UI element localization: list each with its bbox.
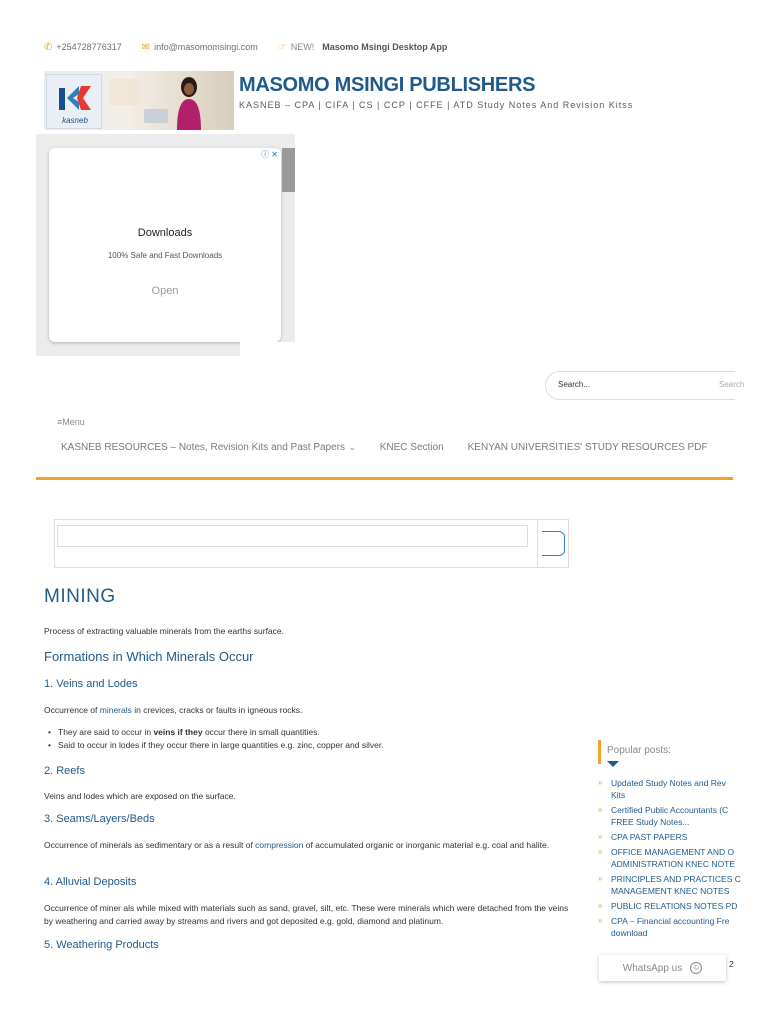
popular-post-peek[interactable]: 2 <box>729 959 734 969</box>
text-span: in crevices, cracks or faults in igneous rocks. <box>131 705 303 715</box>
laptop-illustration <box>144 109 168 123</box>
hand-pointer-icon: ☞ <box>277 41 287 53</box>
top-contact-bar <box>44 40 467 54</box>
post-title: download <box>611 928 648 938</box>
search-input[interactable]: Search... <box>558 380 591 389</box>
desktop-app-label: Masomo Msingi Desktop App <box>322 42 448 52</box>
heading-weathering-products: 5. Weathering Products <box>44 939 159 951</box>
popular-post-link[interactable] <box>598 873 763 885</box>
nav-item-kenyan-universities[interactable]: KENYAN UNIVERSITIES' STUDY RESOURCES PDF <box>467 442 708 453</box>
popular-post-link[interactable] <box>598 915 763 927</box>
double-chevron-icon: » <box>598 847 603 856</box>
paragraph-veins <box>44 704 579 717</box>
ad-scroll-strip <box>282 148 295 192</box>
site-logo[interactable] <box>44 71 234 130</box>
whatsapp-icon: © <box>690 962 702 974</box>
heading-veins-and-lodes: 1. Veins and Lodes <box>44 678 138 690</box>
heading-seams: 3. Seams/Layers/Beds <box>44 813 155 825</box>
widget-accent-bar <box>598 740 601 764</box>
popular-post-link-continued[interactable] <box>598 858 763 870</box>
popular-post-link-continued[interactable] <box>598 789 763 801</box>
ad-title: Downloads <box>137 227 193 239</box>
ad-bottom-gap <box>240 342 295 356</box>
email-link[interactable] <box>142 42 258 53</box>
text-span: of accumulated organic or inorganic material e.g. coal and halite. <box>303 840 550 850</box>
post-title: CPA – Financial accounting Fre <box>611 916 730 926</box>
minerals-link[interactable]: minerals <box>99 705 132 715</box>
popular-post-link-continued[interactable] <box>598 885 763 897</box>
advertisement[interactable] <box>36 134 295 356</box>
article-title: MINING <box>44 586 116 607</box>
paragraph-seams <box>44 839 579 852</box>
logo-background-shelf <box>110 79 140 105</box>
text-span: occur there in small quantities. <box>202 727 320 737</box>
post-title: PRINCIPLES AND PRACTICES C <box>611 874 741 884</box>
phone-number: +254728776317 <box>56 42 122 52</box>
header-search <box>545 371 745 400</box>
kasneb-logo <box>46 74 102 129</box>
double-chevron-icon: » <box>598 916 603 925</box>
ad-choices-icon[interactable]: ⓘ ✕ <box>261 150 278 159</box>
double-chevron-icon: » <box>598 832 603 841</box>
paragraph-reefs: Veins and lodes which are exposed on the surface. <box>44 791 236 801</box>
popular-post-link[interactable] <box>598 804 763 816</box>
list-item-text <box>58 726 320 739</box>
post-title: Kits <box>611 790 626 800</box>
text-span: They are said to occur in <box>58 727 154 737</box>
nav-item-knec-section[interactable]: KNEC Section <box>379 442 444 453</box>
chevron-down-icon: ⌄ <box>349 443 356 452</box>
list-item <box>44 726 384 739</box>
search-button[interactable]: Search <box>719 380 745 389</box>
double-chevron-icon: » <box>598 805 603 814</box>
caret-down-icon <box>607 761 619 767</box>
list-item <box>44 739 384 752</box>
heading-alluvial-deposits: 4. Alluvial Deposits <box>44 876 137 888</box>
post-title: OFFICE MANAGEMENT AND O <box>611 847 735 857</box>
main-navigation <box>61 442 732 453</box>
post-title: MANAGEMENT KNEC NOTES <box>611 886 730 896</box>
student-illustration <box>172 77 206 130</box>
article-intro: Process of extracting valuable minerals from the earths surface. <box>44 626 284 636</box>
embedded-search-input[interactable] <box>57 525 528 547</box>
nav-item-kasneb-resources[interactable] <box>61 442 356 453</box>
post-title: Certified Public Accountants (C <box>611 805 729 815</box>
popular-post-link[interactable] <box>598 777 763 789</box>
phone-icon: ✆ <box>44 41 53 53</box>
text-span: Occurrence of minerals as sedimentary or as a result of <box>44 840 256 850</box>
heading-reefs: 2. Reefs <box>44 765 85 777</box>
post-title: PUBLIC RELATIONS NOTES PD <box>611 901 738 911</box>
desktop-app-link[interactable] <box>278 42 448 53</box>
veins-list <box>44 726 384 752</box>
popular-post-link-continued[interactable] <box>598 927 763 939</box>
whatsapp-button[interactable] <box>599 955 726 981</box>
phone-link[interactable] <box>44 42 122 53</box>
bold-text: veins if they <box>153 727 203 737</box>
embedded-search-box <box>54 519 569 568</box>
popular-post-link-continued[interactable] <box>598 816 763 828</box>
double-chevron-icon: » <box>598 901 603 910</box>
bullet: • <box>48 727 51 737</box>
text-span: Occurrence of <box>44 705 100 715</box>
envelope-icon: ✉ <box>141 41 151 53</box>
list-item-text: Said to occur in lodes if they occur there in large quantities e.g. zinc, copper and silver. <box>58 740 384 750</box>
popular-post-link[interactable] <box>598 900 763 912</box>
kasneb-mark-icon <box>59 84 91 112</box>
post-title: CPA PAST PAPERS <box>611 832 688 842</box>
paragraph-alluvial: Occurrence of miner als while mixed with materials such as sand, gravel, silt, etc. These were minerals which were detached from the veins by weathering and carried away by streams and rivers and got deposited e.g. gold, diamond and platinum. <box>44 903 569 926</box>
kasneb-logo-text: kasneb <box>62 116 88 125</box>
whatsapp-label: WhatsApp us <box>622 962 683 974</box>
popular-posts-title: Popular posts: <box>607 745 671 756</box>
new-label: NEW! <box>290 42 315 52</box>
ad-open-button[interactable]: Open <box>151 285 179 297</box>
double-chevron-icon: » <box>598 874 603 883</box>
nav-divider <box>36 477 733 480</box>
menu-toggle[interactable]: ≡Menu <box>57 417 85 427</box>
post-title: ADMINISTRATION KNEC NOTE <box>611 859 736 869</box>
post-title: FREE Study Notes... <box>611 817 690 827</box>
compression-link[interactable]: compression <box>255 840 304 850</box>
bullet: • <box>48 740 51 750</box>
post-title: Updated Study Notes and Rev <box>611 778 726 788</box>
double-chevron-icon: » <box>598 778 603 787</box>
popular-post-link[interactable] <box>598 831 763 843</box>
popular-post-link[interactable] <box>598 846 763 858</box>
site-description: KASNEB – CPA | CIFA | CS | CCP | CFFE | ATD Study Notes And Revision Kitss <box>239 100 634 110</box>
section-title: Formations in Which Minerals Occur <box>44 649 254 664</box>
embedded-search-button[interactable] <box>542 531 565 556</box>
ad-subtitle: 100% Safe and Fast Downloads <box>107 251 223 260</box>
email-address: info@masomomsingi.com <box>154 42 258 52</box>
embedded-search-divider <box>537 520 538 567</box>
ad-card[interactable] <box>49 148 281 342</box>
popular-posts-list <box>598 777 768 939</box>
nav-item-label: KASNEB RESOURCES – Notes, Revision Kits and Past Papers <box>61 442 346 453</box>
site-title[interactable]: MASOMO MSINGI PUBLISHERS <box>239 74 536 96</box>
